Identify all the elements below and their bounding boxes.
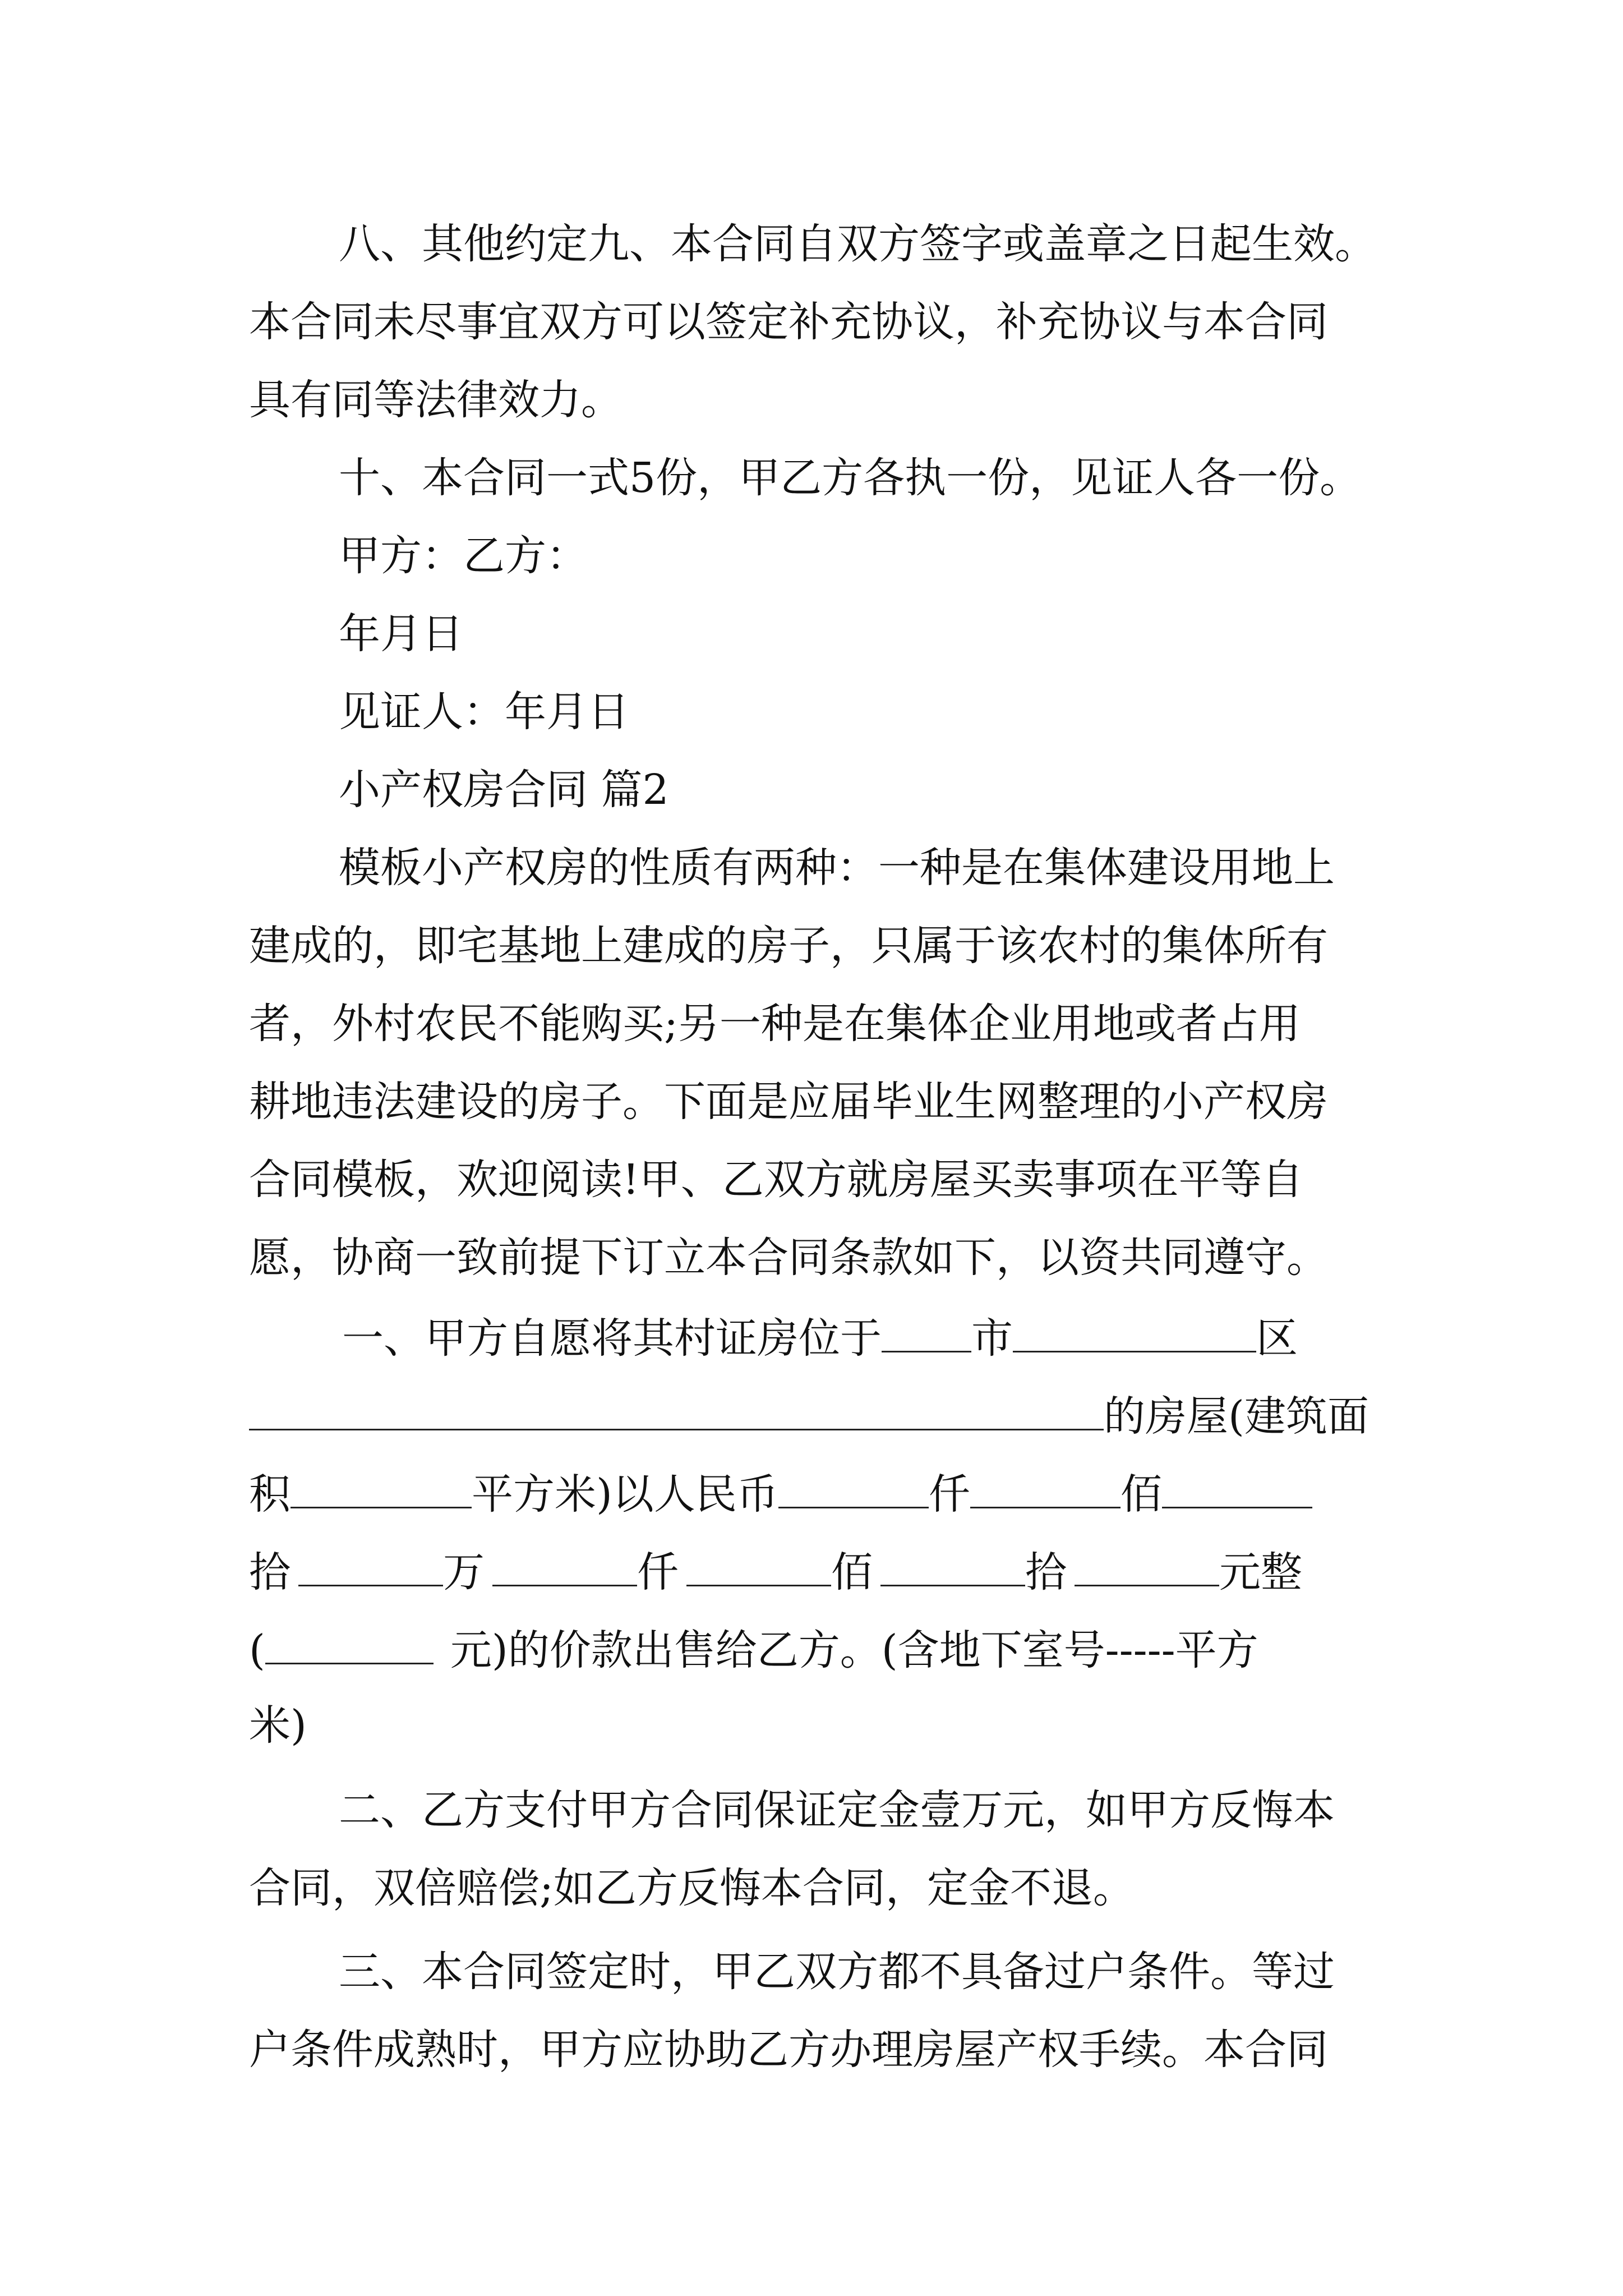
amount-blank [492, 1549, 637, 1586]
paragraph-line: 愿，协商一致前提下订立本合同条款如下，以资共同遵守。 [249, 1234, 1328, 1282]
amount-blank [1162, 1471, 1312, 1508]
city-blank [882, 1315, 971, 1352]
clause-1-line-2: 的房屋(建筑面 [249, 1393, 1369, 1437]
clause-1-line-1: 一、甲方自愿将其村证房位于 市 区 [342, 1314, 1298, 1363]
amount-blank [970, 1471, 1121, 1508]
clause-3-line: 三、本合同签定时，甲乙双方都不具备过户条件。等过 [339, 1948, 1335, 1996]
clause-1-line-6: 米) [249, 1701, 307, 1750]
amount-blank [880, 1549, 1025, 1586]
paragraph-line: 者，外村农民不能购买;另一种是在集体企业用地或者占用 [249, 1000, 1301, 1048]
paragraph-line: 十、本合同一式5份，甲乙方各执一份，见证人各一份。 [339, 454, 1362, 502]
amount-blank [298, 1549, 443, 1586]
witness-line: 见证人：年月日 [339, 688, 629, 736]
amount-blank [778, 1471, 929, 1508]
signature-party-line: 甲方：乙方： [339, 532, 588, 580]
district-blank [1013, 1315, 1256, 1352]
clause-2-line: 二、乙方支付甲方合同保证定金壹万元，如甲方反悔本 [339, 1786, 1335, 1834]
clause-3-line: 户条件成熟时，甲方应协助乙方办理房屋产权手续。本合同 [249, 2026, 1328, 2074]
clause-1-line-5: ( 元)的价款出售给乙方。(含地下室号-----平方 [249, 1626, 1258, 1674]
clause-2-line: 合同，双倍赔偿;如乙方反悔本合同，定金不退。 [249, 1864, 1135, 1912]
paragraph-line: 具有同等法律效力。 [249, 376, 623, 424]
amount-blank [686, 1549, 831, 1586]
section-heading: 小产权房合同 篇2 [339, 766, 669, 814]
paragraph-line: 模板小产权房的性质有两种：一种是在集体建设用地上 [339, 844, 1335, 892]
clause-1-line-3: 积 平方米)以人民币 仟 佰 [249, 1471, 1312, 1515]
paragraph-line: 建成的，即宅基地上建成的房子，只属于该农村的集体所有 [249, 922, 1328, 970]
paragraph-line: 本合同未尽事宜双方可以签定补充协议，补充协议与本合同 [249, 298, 1328, 346]
paragraph-line: 合同模板，欢迎阅读!甲、乙双方就房屋买卖事项在平等自 [249, 1156, 1303, 1204]
address-blank [249, 1393, 1104, 1430]
clause-1-line-4: 拾 万 仟 佰 拾 元整 [249, 1548, 1302, 1596]
amount-blank [1075, 1549, 1219, 1586]
price-blank [265, 1627, 434, 1664]
paragraph-line: 八、其他约定九、本合同自双方签字或盖章之日起生效。 [339, 220, 1376, 268]
paragraph-line: 耕地违法建设的房子。下面是应届毕业生网整理的小产权房 [249, 1078, 1328, 1126]
date-line: 年月日 [339, 610, 463, 658]
area-blank [291, 1471, 472, 1508]
